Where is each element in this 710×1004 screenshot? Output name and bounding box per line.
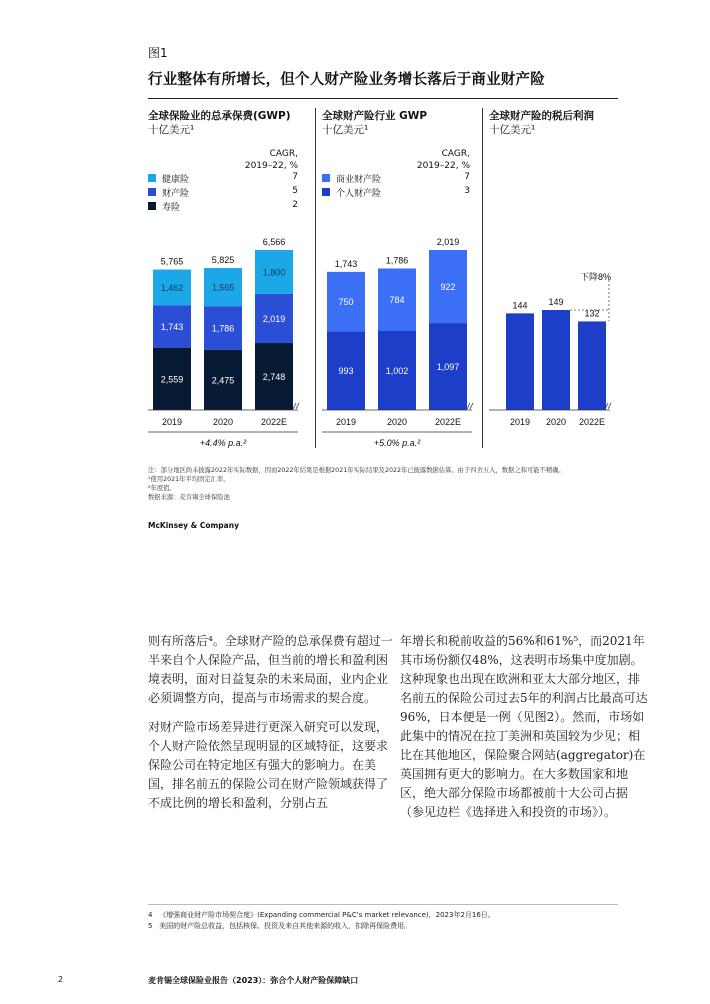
data-label: 750 <box>338 297 354 308</box>
body-paragraph: 年增长和税前收益的56%和61%⁵，而2021年其市场份额仅48%，这表明市场集中度加剧。这种现象也出现在欧洲和亚太大部分地区，排名前五的保险公司过去5年的利润占比最高可达96%，日本便是一例（见图2）。然而，市场如此集中的情况在拉丁美洲和英国较为少见；相比在其他地区，保险聚合网站(aggregator)在英国拥有更大的影响力。在大多数国家和地区，绝大部分保险市场都被前十大公司占据（参见边栏《选择进入和投资的市场》）。 <box>400 634 648 819</box>
chart-pc-profit <box>489 225 619 435</box>
data-label: 2,559 <box>160 374 184 385</box>
total-label: 6,566 <box>262 236 286 247</box>
axis-break-mark <box>293 403 299 409</box>
legend-label: 财产险 <box>162 188 190 199</box>
x-tick-label: 2020 <box>545 417 567 427</box>
footnote-5 <box>148 921 411 931</box>
panel2-cagr-label: CAGR, 2019–22, % <box>416 149 470 171</box>
footnote-text: 美国的财产险总收益，包括核保、投资及来自其他来源的收入，扣除再保险费用。 <box>159 922 412 930</box>
legend-swatch <box>322 188 330 196</box>
legend-label: 寿险 <box>162 202 181 213</box>
chart-note: 注：部分地区尚未披露2022年实际数据，因而2022年结果是根据2021年实际结果及2022年已披露数据估算。由于四舍五入，数据之和可能不精确。 <box>148 467 565 474</box>
data-label: 1,462 <box>160 282 184 293</box>
legend-value: 7 <box>464 172 470 182</box>
bar <box>542 310 570 410</box>
legend-item-life <box>148 200 180 212</box>
panel-divider <box>482 108 483 448</box>
data-label: 1,097 <box>436 362 460 373</box>
panel3-title: 全球财产险的税后利润 <box>489 110 594 122</box>
footnote-number: 5 <box>148 922 153 930</box>
legend-swatch <box>148 188 156 196</box>
panel2-unit: 十亿美元¹ <box>322 124 369 136</box>
x-tick-label: 2019 <box>161 417 183 427</box>
chart-source: 数据来源：麦肯锡全球保险池 <box>148 494 230 501</box>
legend-value: 5 <box>292 186 298 196</box>
total-label: 1,786 <box>385 255 409 266</box>
panel1-unit: 十亿美元¹ <box>148 124 195 136</box>
legend-swatch <box>148 202 156 210</box>
total-label: 5,765 <box>160 256 184 267</box>
growth-label: +4.4% p.a.² <box>199 438 247 448</box>
bar <box>578 321 606 410</box>
chart-note: ¹使用2021年平均固定汇率。 <box>148 476 230 483</box>
page-number: 2 <box>58 975 64 984</box>
footnote-text: 《增强商业财产险市场契合度》(Expanding commercial P&C's market relevance)，2023年2月16日。 <box>159 911 495 919</box>
legend-item-personal <box>322 186 381 198</box>
legend-value: 3 <box>464 186 470 196</box>
x-tick-label: 2019 <box>335 417 357 427</box>
x-tick-label: 2022E <box>260 417 288 427</box>
data-label: 2,748 <box>262 372 286 383</box>
data-label: 2,019 <box>262 313 286 324</box>
bar <box>506 313 534 410</box>
chart-gwp-total <box>148 225 308 460</box>
panel-divider <box>315 108 316 448</box>
chart-note: ²年度值。 <box>148 485 176 492</box>
legend-item-health <box>148 172 189 184</box>
legend-value: 7 <box>292 172 298 182</box>
data-label: 993 <box>338 366 354 377</box>
legend-swatch <box>322 174 330 182</box>
legend-item-commercial <box>322 172 381 184</box>
data-label: 922 <box>440 282 456 293</box>
growth-label: +5.0% p.a.² <box>373 438 421 448</box>
x-tick-label: 2022E <box>434 417 462 427</box>
figure-label: 图1 <box>148 46 168 60</box>
brand-label: McKinsey & Company <box>148 521 239 530</box>
body-paragraph: 对财产险市场差异进行更深入研究可以发现，个人财产险依然呈现明显的区域特征，这要求保险公司在特定地区有强大的影响力。在美国，排名前五的保险公司在财产险领域获得了不成比例的增长和盈利，分别占五 <box>148 720 389 810</box>
data-label: 132 <box>584 308 600 319</box>
data-label: 784 <box>389 295 405 306</box>
panel3-unit: 十亿美元¹ <box>489 124 536 136</box>
legend-swatch <box>148 174 156 182</box>
figure-title: 行业整体有所增长，但个人财产险业务增长落后于商业财产险 <box>148 72 545 88</box>
body-column-right <box>400 632 650 832</box>
legend-item-property <box>148 186 189 198</box>
x-tick-label: 2020 <box>212 417 234 427</box>
legend-label: 个人财产险 <box>336 188 382 199</box>
data-label: 1,800 <box>262 267 286 278</box>
footnote-4 <box>148 910 495 920</box>
annotation-label: 下降8% <box>579 272 611 282</box>
footer-title: 麦肯锡全球保险业报告（2023）：弥合个人财产险保障缺口 <box>148 976 359 985</box>
total-label: 2,019 <box>436 237 460 247</box>
total-label: 1,743 <box>334 258 358 269</box>
data-label: 144 <box>512 300 528 311</box>
x-tick-label: 2020 <box>386 417 408 427</box>
panel2-title: 全球财产险行业 GWP <box>322 110 428 122</box>
footnote-divider <box>148 904 618 905</box>
data-label: 1,743 <box>160 321 184 332</box>
axis-break-mark <box>467 403 473 409</box>
x-tick-label: 2019 <box>509 417 531 427</box>
body-paragraph: 则有所落后⁴。全球财产险的总承保费有超过一半来自个人保险产品，但当前的增长和盈利困境表明，面对日益复杂的未来局面，业内企业必须调整方向，提高与市场需求的契合度。 <box>148 634 393 705</box>
legend-value: 2 <box>292 200 298 210</box>
panel1-cagr-label: CAGR, 2019–22, % <box>244 149 298 171</box>
panel2-legend <box>322 172 470 200</box>
data-label: 1,002 <box>385 365 409 376</box>
total-label: 5,825 <box>211 255 235 266</box>
data-label: 2,475 <box>211 375 235 386</box>
legend-label: 健康险 <box>162 174 190 185</box>
x-tick-label: 2022E <box>578 417 606 427</box>
legend-label: 商业财产险 <box>336 174 382 185</box>
chart-pc-gwp <box>322 225 482 460</box>
data-label: 1,786 <box>211 323 235 334</box>
data-label: 1,565 <box>211 282 235 293</box>
data-label: 149 <box>548 297 564 307</box>
panel1-title: 全球保险业的总承保费(GWP) <box>148 110 291 122</box>
panel1-legend <box>148 172 298 212</box>
body-column-left <box>148 632 398 823</box>
title-divider <box>148 98 618 99</box>
footnote-number: 4 <box>148 911 153 919</box>
